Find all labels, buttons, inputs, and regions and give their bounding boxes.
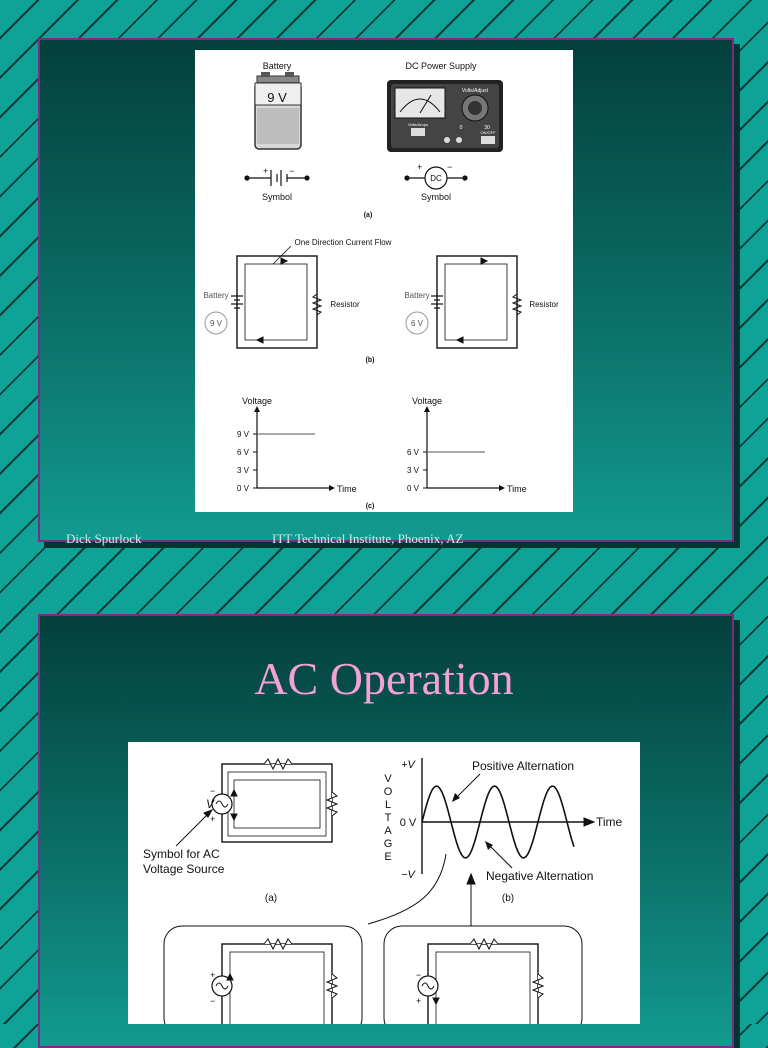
zero-v-label: 0 V: [399, 817, 417, 829]
ac-figure: [128, 742, 640, 1024]
y-tick-label: 3 V: [406, 466, 419, 475]
source-value-9v: 9 V: [209, 319, 223, 328]
current-flow-label: One Direction Current Flow: [294, 238, 392, 247]
y-tick-label: 3 V: [236, 466, 249, 475]
voltage-axis-label: [384, 773, 393, 863]
part-a-label: (a): [363, 212, 373, 219]
dc-diagram: [195, 50, 573, 512]
negative-half-minus: −: [416, 970, 422, 980]
circuit-6v: [406, 256, 521, 348]
y-axis-title: Voltage: [411, 396, 443, 406]
dc-figure: [195, 50, 573, 512]
negative-alternation-label: Negative Alternation: [486, 869, 594, 883]
negative-half-plus: +: [416, 996, 422, 1006]
battery-symbol-label: Symbol: [261, 192, 293, 202]
ac-symbol-caption-line1: Symbol for AC: [143, 847, 220, 861]
battery-symbol-minus: −: [289, 166, 295, 176]
negative-alternation-arrowhead: [485, 841, 493, 850]
part-c-label: (c): [365, 503, 375, 510]
footer-school: ITT Technical Institute, Phoenix, AZ: [272, 531, 464, 546]
voltage-axis-letter: O: [383, 786, 393, 798]
voltage-chart-9v: [237, 396, 357, 494]
ac-diagram: [128, 742, 640, 1024]
dial-min: 0: [459, 125, 463, 131]
y-axis-arrowhead: [254, 406, 260, 412]
x-axis-arrowhead: [329, 485, 335, 491]
dc-supply-title: DC Power Supply: [405, 61, 477, 71]
voltage-axis-letter: E: [384, 851, 392, 863]
positive-alternation-label: Positive Alternation: [472, 759, 575, 773]
x-axis-title: Time: [337, 484, 357, 494]
dc-symbol-plus: +: [417, 162, 423, 172]
positive-half-plus: +: [210, 970, 216, 980]
source-value-6v: 6 V: [410, 319, 424, 328]
circuit-9v: [205, 256, 321, 348]
dial-max: 30: [484, 125, 490, 131]
adjust-label: Volts/Adjust: [461, 88, 489, 94]
y-tick-label: 6 V: [406, 448, 419, 457]
footer-author: Dick Spurlock: [66, 531, 142, 546]
ac-symbol-caption-line2: Voltage Source: [143, 862, 225, 876]
y-tick-label: 9 V: [236, 430, 249, 439]
plus-v-label: +V: [401, 759, 415, 771]
ac-source-label: V: [206, 797, 215, 811]
dc-symbol-minus: −: [447, 162, 453, 172]
voltage-axis-letter: G: [383, 838, 393, 850]
battery-value: 9 V: [267, 90, 287, 105]
battery-symbol-plus: +: [263, 166, 269, 176]
y-axis-arrowhead: [424, 406, 430, 412]
meter-caption: Volts/Amps: [407, 122, 429, 127]
ac-source-plus: +: [210, 814, 216, 824]
time-axis-label: Time: [596, 815, 623, 829]
ac-part-b-label: (b): [501, 893, 515, 904]
battery-label-6v: Battery: [404, 291, 430, 300]
negative-half-circuit: [418, 939, 543, 1024]
battery-symbol: [245, 170, 309, 186]
battery-image: [255, 72, 301, 149]
ac-source-minus: −: [210, 786, 216, 796]
y-axis-title: Voltage: [241, 396, 273, 406]
negative-alternation-pointer: [488, 844, 512, 868]
part-b-label: (b): [365, 357, 375, 364]
voltage-axis-letter: A: [384, 825, 392, 837]
x-axis-title: Time: [507, 484, 527, 494]
slide-title: AC Operation: [254, 653, 514, 704]
battery-label-9v: Battery: [203, 291, 229, 300]
positive-half-minus: −: [210, 996, 216, 1006]
y-tick-label: 0 V: [236, 484, 249, 493]
on-off-label: ON/OFF: [480, 130, 496, 135]
x-axis-arrowhead: [499, 485, 505, 491]
positive-alternation-arrowhead: [452, 793, 460, 802]
resistor-label-9v: Resistor: [330, 300, 360, 309]
y-tick-label: 0 V: [406, 484, 419, 493]
voltage-chart-6v: [407, 396, 527, 494]
voltage-axis-letter: L: [384, 799, 392, 811]
voltage-axis-letter: T: [384, 812, 392, 824]
ac-part-a-label: (a): [264, 893, 278, 904]
battery-title: Battery: [262, 61, 292, 71]
positive-half-circuit: [212, 939, 337, 1024]
ac-circuit: [176, 759, 337, 846]
dc-symbol-text: DC: [430, 174, 442, 183]
minus-v-label: −V: [401, 869, 415, 881]
resistor-label-6v: Resistor: [529, 300, 559, 309]
dc-symbol-label: Symbol: [420, 192, 452, 202]
y-tick-label: 6 V: [236, 448, 249, 457]
voltage-axis-letter: V: [384, 773, 392, 785]
